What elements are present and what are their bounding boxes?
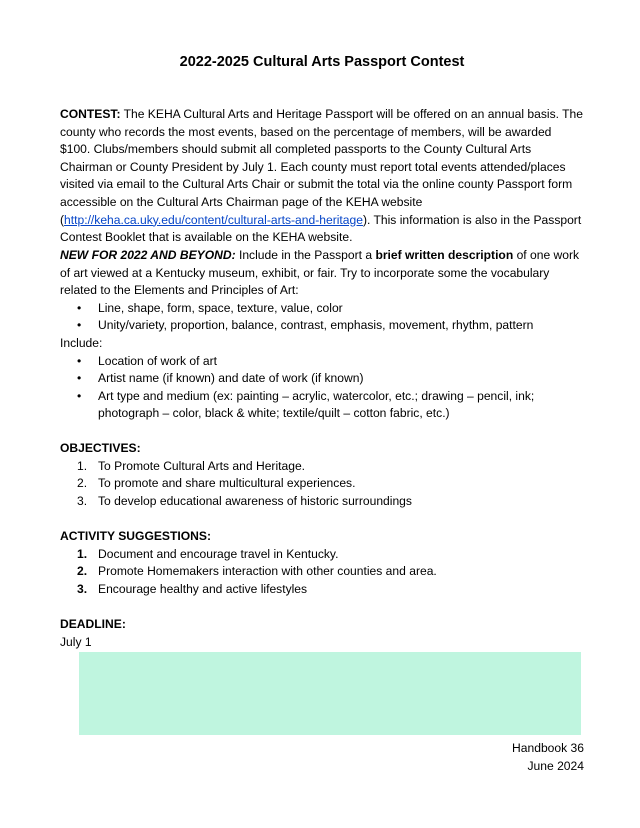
bullet-icon: •	[77, 300, 82, 315]
list-number: 1.	[77, 546, 88, 561]
brief-description-bold: brief written description	[375, 248, 514, 262]
contest-paragraph	[60, 106, 584, 247]
footer	[384, 740, 584, 775]
bullet-icon: •	[77, 371, 82, 386]
deadline-value: July 1	[60, 634, 92, 649]
bullet-icon: •	[77, 318, 82, 333]
objectives-title: OBJECTIVES:	[60, 441, 141, 455]
list-item	[60, 458, 584, 476]
list-number: 2.	[77, 476, 88, 491]
footer-handbook: Handbook 36	[512, 741, 584, 755]
list-item	[60, 546, 584, 564]
new-for-paragraph	[60, 247, 584, 300]
activity-list	[60, 546, 584, 599]
contest-text: The KEHA Cultural Arts and Heritage Passport will be offered on an annual basis. The county who records the most events, based on the percentage of members, will be awarded $100. Clubs/members should submit all completed passports to the County Cultural Arts Chairman or County President by July 1. Each county must report total events attended/places visited via email to the Cultural Arts Chair or submit the total via the online county Passport form accessible on the Cultural Arts Chairman page of the KEHA website (	[60, 107, 583, 227]
include-label: Include:	[60, 335, 103, 350]
bullet-icon: •	[77, 353, 82, 368]
contest-section	[60, 106, 584, 247]
new-for-text-rest: of one work of art viewed at a Kentucky museum, exhibit, or fair. Try to incorporate some the vocabulary related to the Elements and Principles of Art:	[60, 248, 580, 298]
list-item	[60, 370, 584, 388]
list-number: 3.	[77, 493, 88, 508]
list-item-text: Artist name (if known) and date of work (if known)	[98, 371, 364, 386]
objectives-list	[60, 458, 584, 511]
list-item-text: Document and encourage travel in Kentucky.	[98, 546, 339, 561]
list-item	[60, 581, 584, 599]
bullet-icon: •	[77, 388, 82, 403]
list-item-text: Encourage healthy and active lifestyles	[98, 581, 308, 596]
list-number: 2.	[77, 564, 88, 579]
list-item-text: To Promote Cultural Arts and Heritage.	[98, 458, 306, 473]
list-item	[60, 388, 584, 423]
list-item	[60, 317, 584, 335]
objectives-section	[60, 440, 584, 510]
list-item-text: Location of work of art	[98, 353, 217, 368]
contest-text-end: ). This information is also in the Passport Contest Booklet that is available on the KEHA website.	[60, 212, 582, 245]
activity-section	[60, 528, 584, 598]
deadline-section	[60, 616, 584, 651]
list-item	[60, 353, 584, 371]
list-item-text: Promote Homemakers interaction with other counties and area.	[98, 564, 437, 579]
list-item-text: Art type and medium (ex: painting – acrylic, watercolor, etc.; drawing – pencil, ink; photograph – color, black & white; textile/quilt – cotton fabric, etc.)	[98, 388, 535, 421]
list-item	[60, 475, 584, 493]
list-item-text: To develop educational awareness of historic surroundings	[98, 493, 412, 508]
list-item-text: Unity/variety, proportion, balance, contrast, emphasis, movement, rhythm, pattern	[98, 318, 534, 333]
list-number: 3.	[77, 581, 88, 596]
keha-website-link[interactable]: http://keha.ca.uky.edu/content/cultural-arts-and-heritage	[64, 212, 363, 227]
list-item	[60, 563, 584, 581]
highlight-box	[79, 652, 581, 735]
list-item-text: Line, shape, form, space, texture, value, color	[98, 300, 343, 315]
include-list	[60, 353, 584, 423]
new-for-section	[60, 247, 584, 423]
deadline-title: DEADLINE:	[60, 617, 126, 631]
list-item	[60, 493, 584, 511]
footer-date: June 2024	[527, 758, 584, 773]
new-for-label: NEW FOR 2022 AND BEYOND:	[60, 248, 236, 262]
page-title: 2022-2025 Cultural Arts Passport Contest	[179, 54, 465, 70]
new-for-text: Include in the Passport a	[235, 248, 376, 262]
list-number: 1.	[77, 458, 88, 473]
activity-title: ACTIVITY SUGGESTIONS:	[60, 529, 211, 543]
list-item-text: To promote and share multicultural experiences.	[98, 476, 356, 491]
list-item	[60, 300, 584, 318]
elements-list	[60, 300, 584, 335]
contest-label: CONTEST:	[60, 107, 121, 121]
